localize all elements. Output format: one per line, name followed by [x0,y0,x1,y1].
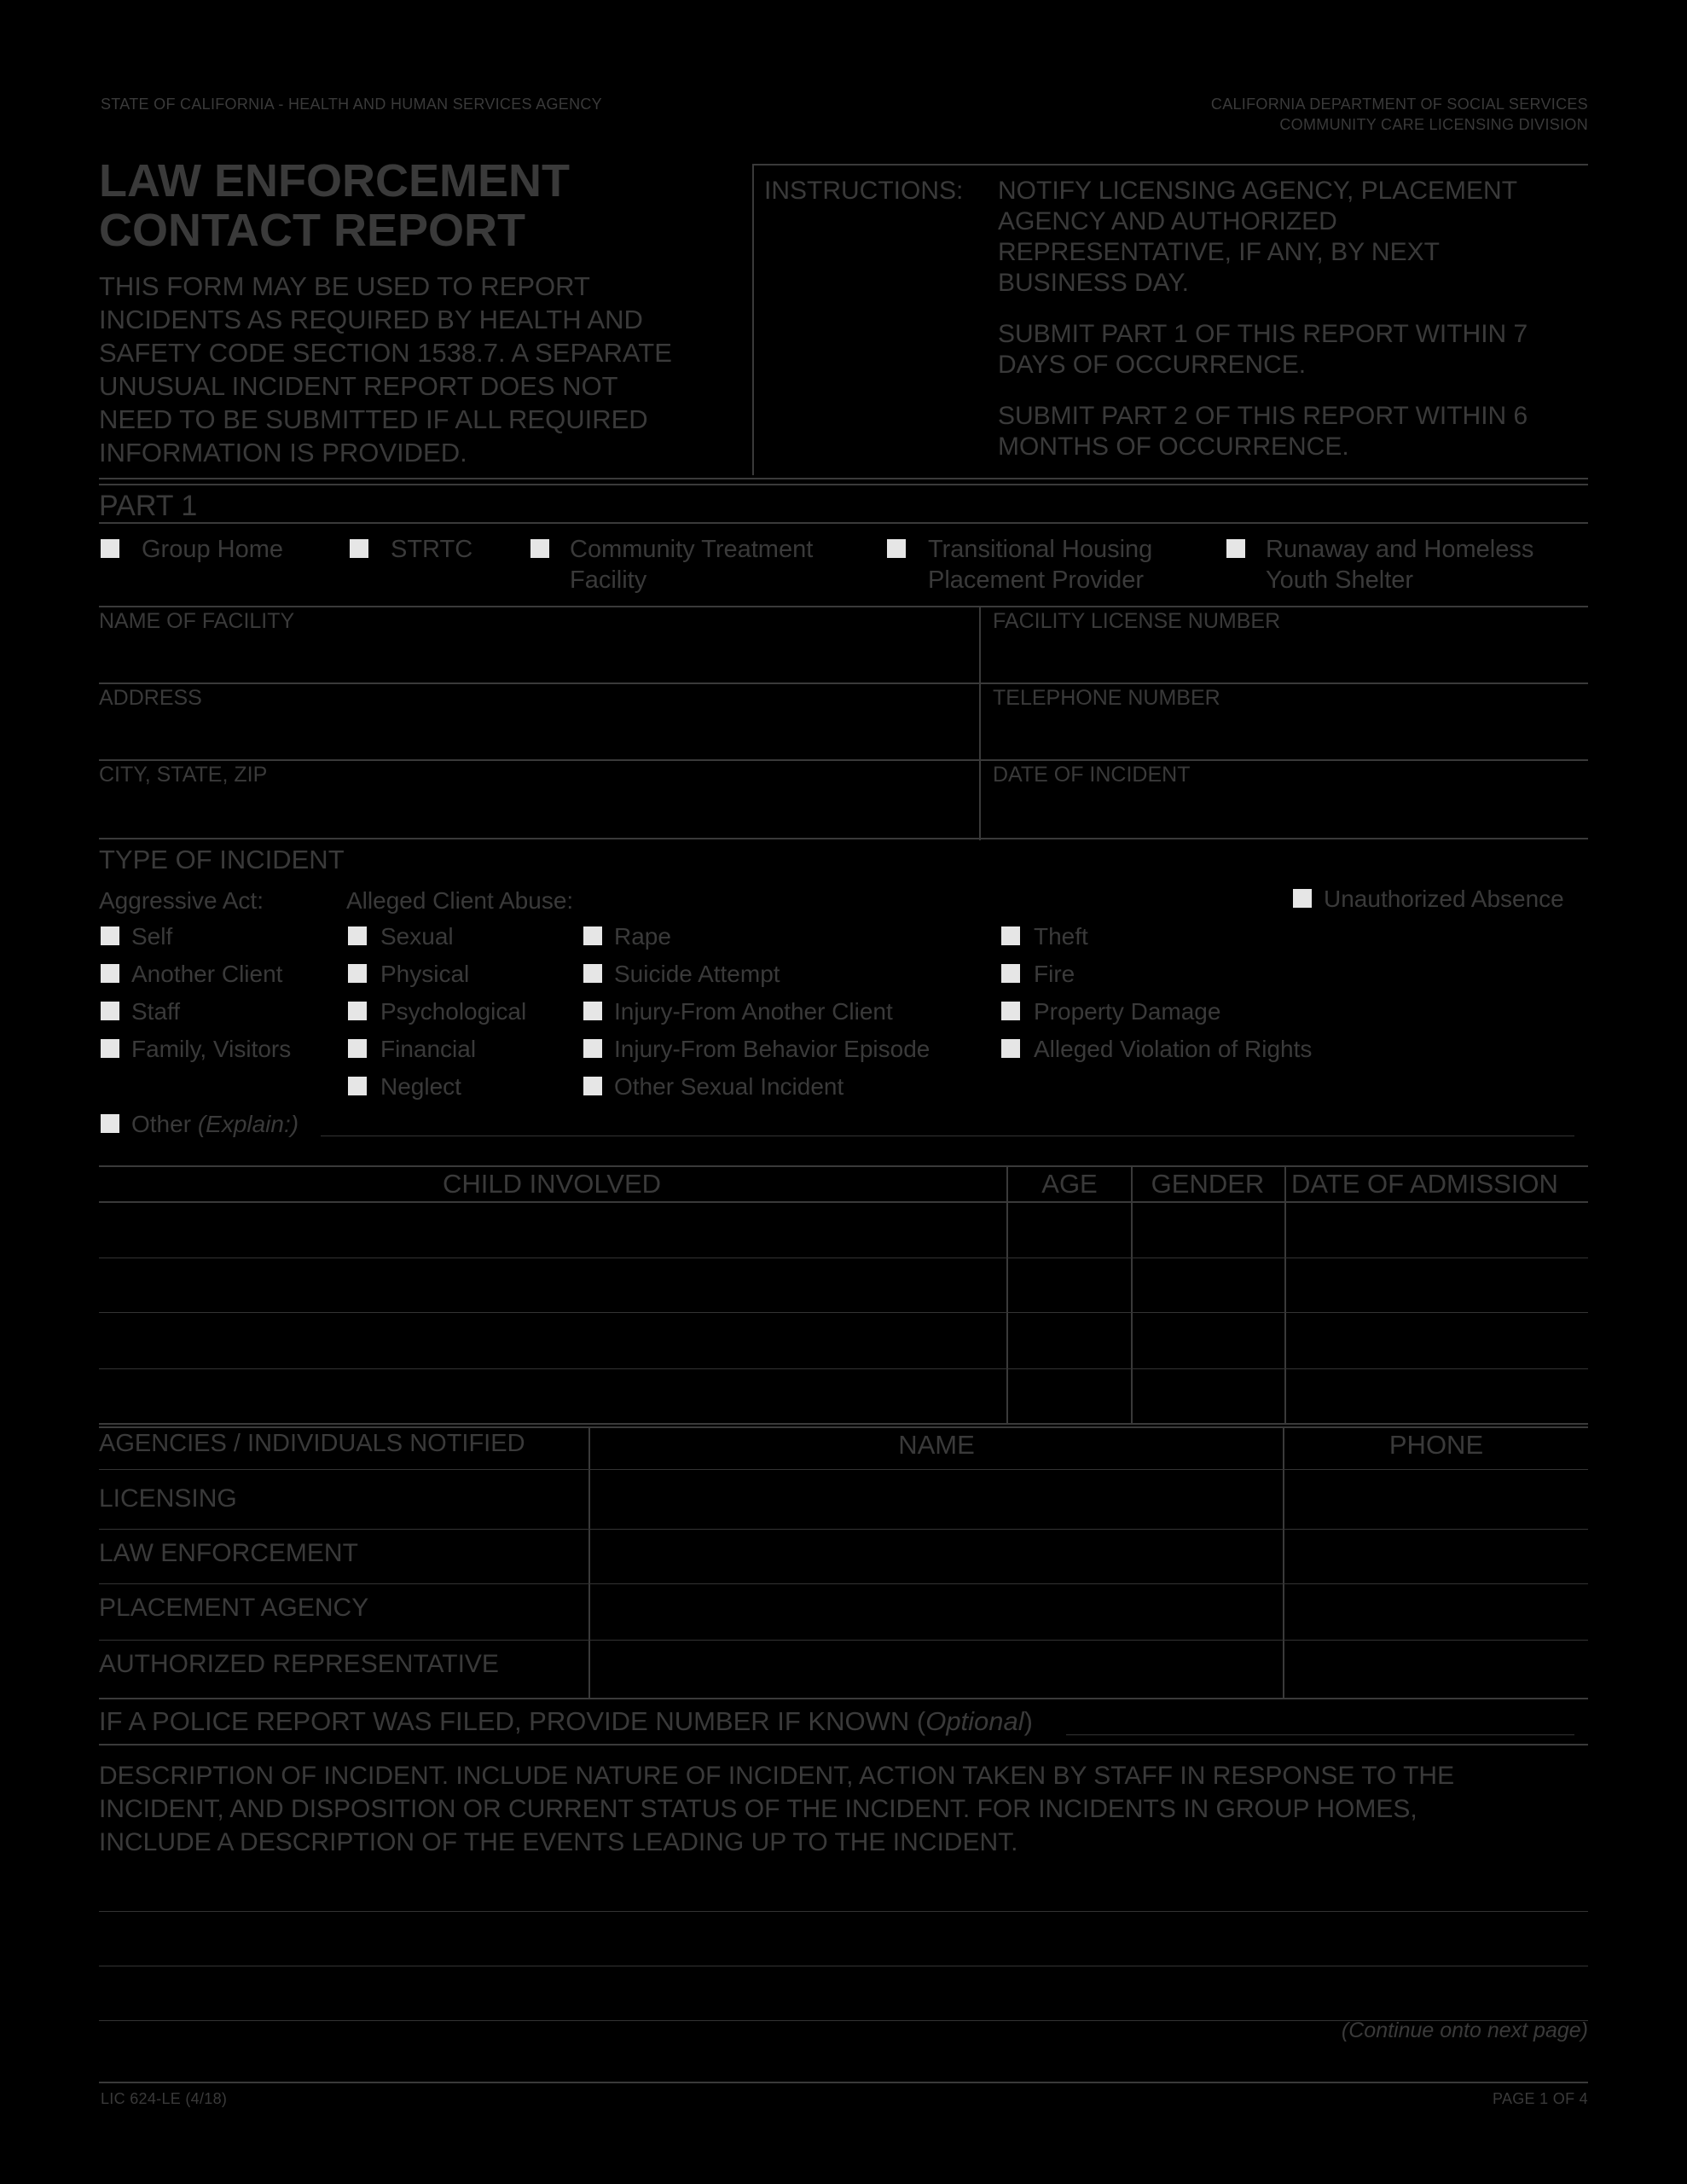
page-number: PAGE 1 OF 4 [1492,2090,1588,2107]
alleged-violation-rights-checkbox[interactable] [1001,1039,1020,1058]
family-visitors-checkbox[interactable] [101,1039,119,1058]
description-line: DESCRIPTION OF INCIDENT. INCLUDE NATURE OF INCIDENT, ACTION TAKEN BY STAFF IN RESPONSE TO THE [99,1762,1455,1790]
property-damage-label: Property Damage [1034,998,1221,1025]
injury-another-client-checkbox[interactable] [583,1002,602,1020]
instructions-line: SUBMIT PART 1 OF THIS REPORT WITHIN 7 [998,320,1528,348]
other-sexual-incident-checkbox[interactable] [583,1077,602,1095]
facility-type-line: Youth Shelter [1266,566,1414,594]
another-client-label: Another Client [131,961,283,987]
facility-type-line: Runaway and Homeless [1266,536,1534,563]
facility-license-field[interactable] [993,636,1586,681]
sexual-checkbox[interactable] [348,926,367,945]
suicide-attempt-checkbox[interactable] [583,964,602,983]
injury-behavior-episode-label: Injury-From Behavior Episode [614,1036,930,1062]
financial-label: Financial [380,1036,477,1062]
name-of-facility-field[interactable] [99,636,974,681]
intro-line: SAFETY CODE SECTION 1538.7. A SEPARATE [99,338,672,368]
another-client-checkbox[interactable] [101,964,119,983]
instructions-line: MONTHS OF OCCURRENCE. [998,433,1349,461]
police-bottom-rule [99,1744,1588,1745]
transitional-housing-checkbox[interactable] [887,539,906,558]
explain-text: (Explain:) [197,1111,299,1137]
neglect-checkbox[interactable] [348,1077,367,1095]
agencies-row-rule [99,1469,1588,1470]
agencies-table-top-rule [99,1426,1588,1428]
telephone-field[interactable] [993,713,1586,758]
intro-line: UNUSUAL INCIDENT REPORT DOES NOT [99,371,618,401]
injury-another-client-label: Injury-From Another Client [614,998,893,1025]
runaway-shelter-label [1266,534,1533,595]
theft-label: Theft [1034,923,1088,950]
community-treatment-checkbox[interactable] [530,539,549,558]
name-of-facility-label: NAME OF FACILITY [99,609,295,633]
police-report-number-line[interactable] [1066,1734,1574,1735]
group-home-checkbox[interactable] [101,539,119,558]
agency-right-1: CALIFORNIA DEPARTMENT OF SOCIAL SERVICES [1210,96,1588,113]
psychological-label: Psychological [380,998,527,1025]
fire-label: Fire [1034,961,1075,987]
child-table-col-divider [1006,1165,1008,1425]
instructions-paragraph-1 [998,176,1517,299]
other-checkbox[interactable] [101,1114,119,1133]
neglect-label: Neglect [380,1073,461,1100]
group-home-label: Group Home [142,536,284,563]
city-state-zip-label: CITY, STATE, ZIP [99,763,268,787]
facility-license-label: FACILITY LICENSE NUMBER [993,609,1281,633]
agency-left: STATE OF CALIFORNIA - HEALTH AND HUMAN SERVICES AGENCY [101,96,602,113]
facility-type-line: Community Treatment [570,536,814,563]
strtc-label: STRTC [391,536,473,563]
instructions-top-rule [752,164,1588,166]
instructions-left-rule [752,164,754,475]
instructions-line: SUBMIT PART 2 OF THIS REPORT WITHIN 6 [998,402,1528,430]
other-text: Other [131,1111,192,1137]
fields-rule [99,682,1588,684]
alleged-abuse-label: Alleged Client Abuse: [346,887,574,914]
intro-line: INCIDENTS AS REQUIRED BY HEALTH AND [99,305,643,334]
date-of-admission-header: DATE OF ADMISSION [1291,1169,1558,1199]
fire-checkbox[interactable] [1001,964,1020,983]
description-line: INCIDENT, AND DISPOSITION OR CURRENT STATUS OF THE INCIDENT. FOR INCIDENTS IN GROUP HOMES, [99,1795,1417,1823]
intro-text [99,270,672,469]
intro-line: THIS FORM MAY BE USED TO REPORT [99,271,590,301]
police-report-close: ) [1023,1706,1033,1736]
part1-rule [99,522,1588,524]
property-damage-checkbox[interactable] [1001,1002,1020,1020]
description-instructions [99,1759,1588,1859]
staff-label: Staff [131,998,181,1025]
instructions-paragraph-2 [998,319,1528,380]
part1-label: PART 1 [99,490,198,522]
intro-line: NEED TO BE SUBMITTED IF ALL REQUIRED [99,404,648,434]
self-label: Self [131,923,173,950]
date-of-incident-field[interactable] [993,790,1586,834]
staff-checkbox[interactable] [101,1002,119,1020]
psychological-checkbox[interactable] [348,1002,367,1020]
form-id: LIC 624-LE (4/18) [101,2090,228,2107]
authorized-representative-label: AUTHORIZED REPRESENTATIVE [99,1650,499,1678]
instructions-line: DAYS OF OCCURRENCE. [998,351,1307,379]
fields-rule [99,759,1588,761]
instructions-line: NOTIFY LICENSING AGENCY, PLACEMENT [998,177,1518,205]
form-title-line1: LAW ENFORCEMENT [99,155,570,206]
rape-checkbox[interactable] [583,926,602,945]
facility-type-line: Facility [570,566,647,594]
unauthorized-absence-checkbox[interactable] [1293,889,1312,908]
agency-right-2: COMMUNITY CARE LICENSING DIVISION [1279,116,1588,133]
child-table-col-divider [1131,1165,1133,1425]
date-of-incident-label: DATE OF INCIDENT [993,763,1191,787]
runaway-shelter-checkbox[interactable] [1226,539,1245,558]
agencies-entry-area[interactable] [592,1471,1586,1696]
agencies-header: AGENCIES / INDIVIDUALS NOTIFIED [99,1430,525,1457]
description-line: INCLUDE A DESCRIPTION OF THE EVENTS LEADING UP TO THE INCIDENT. [99,1828,1018,1856]
suicide-attempt-label: Suicide Attempt [614,961,780,987]
city-state-zip-field[interactable] [99,790,974,834]
footer-rule [99,2082,1588,2083]
continue-note: (Continue onto next page) [1341,2018,1588,2042]
incident-title: TYPE OF INCIDENT [99,845,345,874]
facility-type-line: Transitional Housing [928,536,1153,563]
child-involved-header: CHILD INVOLVED [442,1169,662,1199]
alleged-violation-rights-label: Alleged Violation of Rights [1034,1036,1313,1062]
age-header: AGE [1041,1169,1098,1199]
law-enforcement-label: LAW ENFORCEMENT [99,1539,358,1567]
telephone-label: TELEPHONE NUMBER [993,686,1220,710]
other-label [131,1111,299,1138]
police-report-text: IF A POLICE REPORT WAS FILED, PROVIDE NUMBER IF KNOWN ( [99,1706,926,1736]
fields-bottom-rule [99,838,1588,839]
physical-checkbox[interactable] [348,964,367,983]
agencies-table-bottom-rule [99,1698,1588,1699]
intro-line: INFORMATION IS PROVIDED. [99,438,467,468]
gender-header: GENDER [1151,1169,1265,1199]
self-checkbox[interactable] [101,926,119,945]
aggressive-act-label: Aggressive Act: [99,887,264,914]
rape-label: Rape [614,923,671,950]
address-label: ADDRESS [99,686,202,710]
unauthorized-absence-label: Unauthorized Absence [1324,886,1564,912]
agencies-table-col-divider [588,1426,590,1699]
child-table-col-divider [1284,1165,1286,1425]
theft-checkbox[interactable] [1001,926,1020,945]
child-table-bottom-rule [99,1423,1588,1425]
instructions-label: INSTRUCTIONS: [764,177,964,205]
facility-type-line: Placement Provider [928,566,1145,594]
instructions-line: REPRESENTATIVE, IF ANY, BY NEXT [998,238,1440,266]
placement-agency-label: PLACEMENT AGENCY [99,1594,369,1622]
form-title-line2: CONTACT REPORT [99,205,525,256]
instructions-line: BUSINESS DAY. [998,269,1189,297]
optional-text: Optional [925,1706,1024,1736]
description-writing-line[interactable] [99,1911,1588,1912]
instructions-paragraph-3 [998,401,1528,462]
licensing-label: LICENSING [99,1484,237,1513]
part1-top-rule-2 [99,484,1588,485]
family-visitors-label: Family, Visitors [131,1036,292,1062]
community-treatment-label [570,534,813,595]
part1-top-rule [99,478,1588,479]
agency-name-header: NAME [898,1430,975,1460]
child-table-top-rule [99,1165,1588,1167]
fields-divider [979,606,981,840]
injury-behavior-episode-checkbox[interactable] [583,1039,602,1058]
police-report-label [99,1706,1033,1737]
transitional-housing-label [928,534,1152,595]
strtc-checkbox[interactable] [350,539,368,558]
child-table-entry-area[interactable] [99,1203,1006,1423]
agency-phone-header: PHONE [1388,1430,1484,1460]
fields-top-rule [99,606,1588,607]
financial-checkbox[interactable] [348,1039,367,1058]
sexual-label: Sexual [380,923,454,950]
instructions-line: AGENCY AND AUTHORIZED [998,207,1337,235]
address-field[interactable] [99,713,974,758]
other-sexual-incident-label: Other Sexual Incident [614,1073,844,1100]
physical-label: Physical [380,961,470,987]
